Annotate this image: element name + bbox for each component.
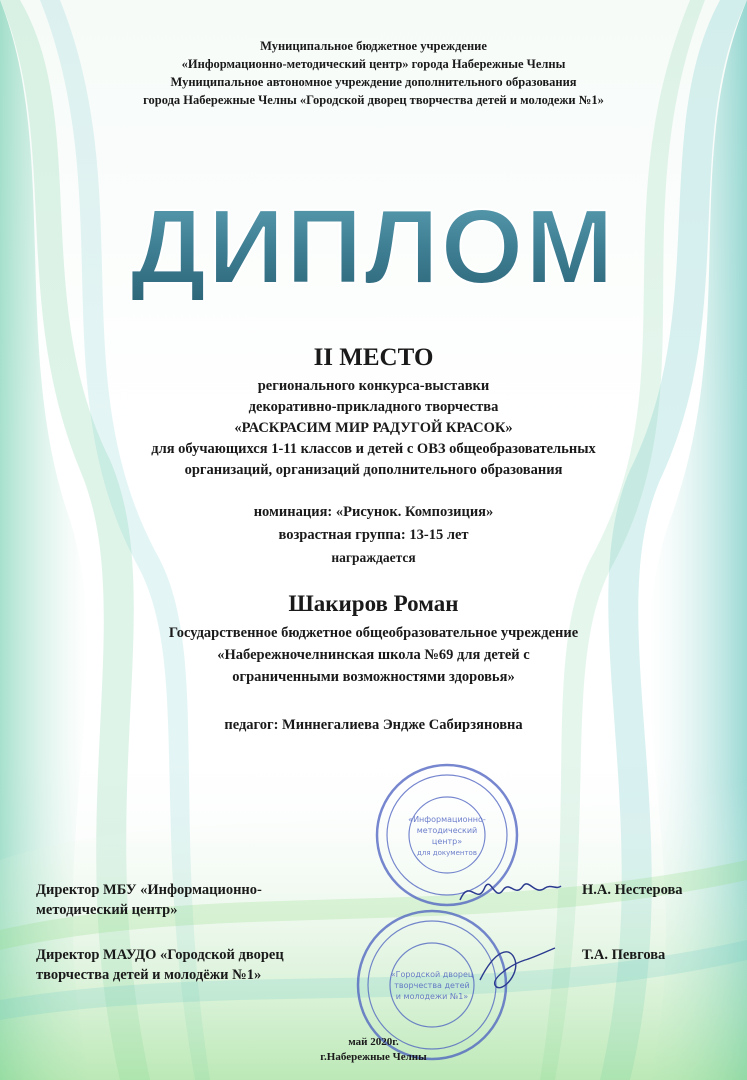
header-line-4: города Набережные Челны «Городской дворец творчества детей и молодежи №1» xyxy=(143,93,604,107)
signature-nesterova xyxy=(455,872,565,912)
svg-text:«Городской дворец: «Городской дворец xyxy=(390,970,474,979)
recipient-name: Шакиров Роман xyxy=(288,591,459,616)
nomination: номинация: «Рисунок. Композиция» xyxy=(253,504,494,520)
contest-line-4: для обучающихся 1-11 классов и детей с ОВЗ общеобразовательных xyxy=(151,441,596,457)
header-line-3: Муниципальное автономное учреждение дополнительного образования xyxy=(170,75,577,89)
svg-text:творчества детей: творчества детей xyxy=(394,981,470,990)
awarded-label: награждается xyxy=(331,550,416,565)
header-line-2: «Информационно-методический центр» города Набережные Челны xyxy=(181,57,566,71)
svg-text:методический: методический xyxy=(416,826,478,835)
signer-1-name: Н.А. Нестерова xyxy=(582,882,683,898)
signer-1-title-line-1: Директор МБУ «Информационно- xyxy=(36,882,262,898)
school-line-1: Государственное бюджетное общеобразовательное учреждение xyxy=(168,625,579,641)
issue-city: г.Набережные Челны xyxy=(320,1051,427,1063)
signer-1-title-line-2: методический центр» xyxy=(36,902,178,918)
school-line-2: «Набережночелнинская школа №69 для детей с xyxy=(217,647,530,663)
signer-1-title xyxy=(36,880,262,920)
svg-text:«Информационно-: «Информационно- xyxy=(408,815,486,824)
age-group: возрастная группа: 13-15 лет xyxy=(278,527,469,543)
diploma-title xyxy=(0,190,747,300)
title-text: ДИПЛОМ xyxy=(130,190,616,300)
issue-date: май 2020г. xyxy=(348,1036,399,1048)
svg-text:для документов: для документов xyxy=(417,849,477,857)
school-line-3: ограниченными возможностями здоровья» xyxy=(232,669,515,685)
signature-pevgova xyxy=(470,940,560,1000)
signer-2-title xyxy=(36,945,284,985)
contest-name: «РАСКРАСИМ МИР РАДУГОЙ КРАСОК» xyxy=(234,420,513,436)
signer-2-title-line-1: Директор МАУДО «Городской дворец xyxy=(36,947,284,963)
contest-line-2: декоративно-прикладного творчества xyxy=(248,399,499,415)
svg-text:и молодежи №1»: и молодежи №1» xyxy=(395,992,469,1001)
contest-line-5: организаций, организаций дополнительного образования xyxy=(184,462,563,478)
signer-2-name: Т.А. Певгова xyxy=(582,947,666,963)
teacher: педагог: Миннегалиева Эндже Сабирзяновна xyxy=(224,717,523,733)
place-title: II МЕСТО xyxy=(313,344,434,371)
signer-2-title-line-2: творчества детей и молодёжи №1» xyxy=(36,967,262,983)
contest-line-1: регионального конкурса-выставки xyxy=(257,378,490,394)
header-line-1: Муниципальное бюджетное учреждение xyxy=(260,39,487,53)
svg-text:центр»: центр» xyxy=(431,837,463,846)
